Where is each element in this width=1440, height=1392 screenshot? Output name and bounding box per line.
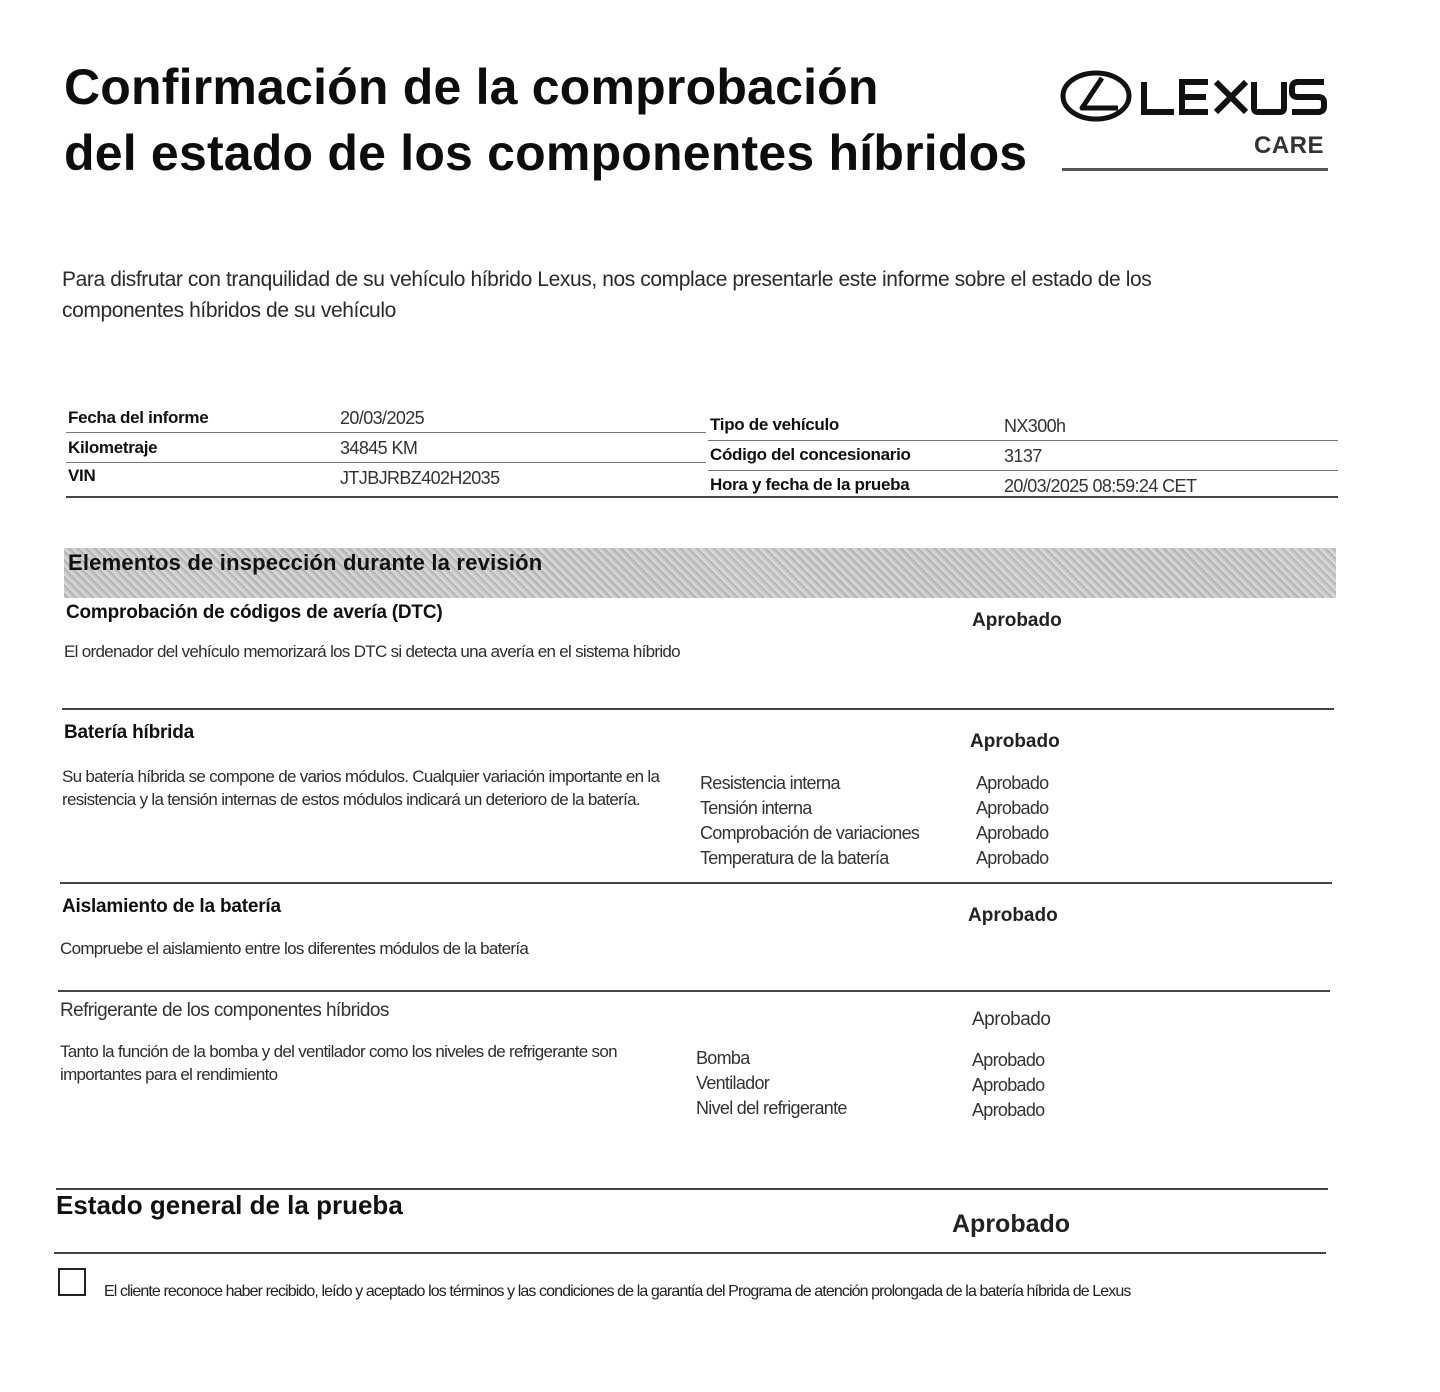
consent-text: El cliente reconoce haber recibido, leído y aceptado los términos y las condiciones de la garantía del Programa de atención prolongada de la batería híbrida de Lexus [104, 1283, 1131, 1300]
item-status-refrigerante: Aprobado [972, 1009, 1051, 1030]
info-label-kilometraje: Kilometraje [68, 438, 158, 457]
sub-label-ventilador: Ventilador [696, 1073, 770, 1093]
item-divider [62, 708, 1334, 710]
sub-label-variaciones: Comprobación de variaciones [700, 823, 920, 843]
item-desc-refrigerante: Tanto la función de la bomba y del ventilador como los niveles de refrigerante son importantes para el rendimiento [60, 1042, 617, 1084]
info-value-hora-fecha: 20/03/2025 08:59:24 CET [1004, 476, 1197, 496]
sub-status-variaciones: Aprobado [976, 823, 1049, 843]
item-title-bateria: Batería híbrida [64, 722, 195, 743]
item-desc-bateria: Su batería híbrida se compone de varios módulos. Cualquier variación importante en la resistencia y la tensión internas de estos módulos indicará un deterioro de la batería. [62, 767, 660, 809]
info-value-tipo-vehiculo: NX300h [1004, 416, 1066, 436]
info-label-tipo-vehiculo: Tipo de vehículo [710, 415, 840, 434]
info-divider [66, 462, 706, 463]
sub-label-bomba: Bomba [696, 1048, 750, 1068]
info-label-concesionario: Código del concesionario [710, 445, 911, 464]
sub-status-bomba: Aprobado [972, 1050, 1045, 1070]
info-value-fecha: 20/03/2025 [340, 408, 425, 428]
item-status-aislamiento: Aprobado [968, 905, 1058, 926]
item-title-aislamiento: Aislamiento de la batería [62, 896, 281, 917]
lexus-logo [1058, 68, 1330, 124]
info-value-concesionario: 3137 [1004, 446, 1042, 466]
sub-status-resistencia: Aprobado [976, 773, 1049, 793]
item-divider [58, 990, 1330, 992]
sub-status-nivel: Aprobado [972, 1100, 1045, 1120]
info-label-fecha: Fecha del informe [68, 408, 209, 427]
item-status-bateria: Aprobado [970, 731, 1060, 752]
page-title [64, 54, 1027, 186]
info-label-hora-fecha: Hora y fecha de la prueba [710, 475, 910, 494]
info-divider [66, 432, 706, 433]
page-title-line-1: Confirmación de la comprobación [64, 59, 879, 115]
overall-title: Estado general de la prueba [56, 1190, 403, 1220]
sub-status-ventilador: Aprobado [972, 1075, 1045, 1095]
item-title-dtc: Comprobación de códigos de avería (DTC) [66, 602, 443, 623]
consent-checkbox[interactable] [58, 1268, 86, 1296]
overall-bottom-rule [54, 1252, 1326, 1254]
info-value-kilometraje: 34845 KM [340, 438, 418, 458]
info-divider [708, 440, 1338, 441]
logo-divider [1062, 168, 1328, 171]
info-table-bottom-rule [66, 496, 1338, 498]
item-desc-dtc: El ordenador del vehículo memorizará los DTC si detecta una avería en el sistema híbrido [64, 642, 680, 661]
item-title-refrigerante: Refrigerante de los componentes híbridos [60, 1000, 389, 1021]
sub-status-tension: Aprobado [976, 798, 1049, 818]
info-label-vin: VIN [68, 466, 96, 485]
info-divider [708, 470, 1338, 471]
logo-subtitle: CARE [1254, 132, 1325, 159]
section-title: Elementos de inspección durante la revisión [68, 550, 543, 575]
sub-label-tension: Tensión interna [700, 798, 812, 818]
item-divider [60, 882, 1332, 884]
page-title-line-2: del estado de los componentes híbridos [64, 125, 1028, 181]
overall-status: Aprobado [952, 1210, 1071, 1238]
item-desc-aislamiento: Compruebe el aislamiento entre los diferentes módulos de la batería [60, 939, 529, 958]
info-value-vin: JTJBJRBZ402H2035 [340, 468, 500, 488]
intro-text: Para disfrutar con tranquilidad de su vehículo híbrido Lexus, nos complace presentarle este informe sobre el estado de los componentes híbridos de su vehículo [62, 268, 1152, 322]
sub-label-resistencia: Resistencia interna [700, 773, 840, 793]
item-status-dtc: Aprobado [972, 610, 1062, 631]
sub-label-temperatura: Temperatura de la batería [700, 848, 889, 868]
sub-status-temperatura: Aprobado [976, 848, 1049, 868]
sub-label-nivel: Nivel del refrigerante [696, 1098, 847, 1118]
